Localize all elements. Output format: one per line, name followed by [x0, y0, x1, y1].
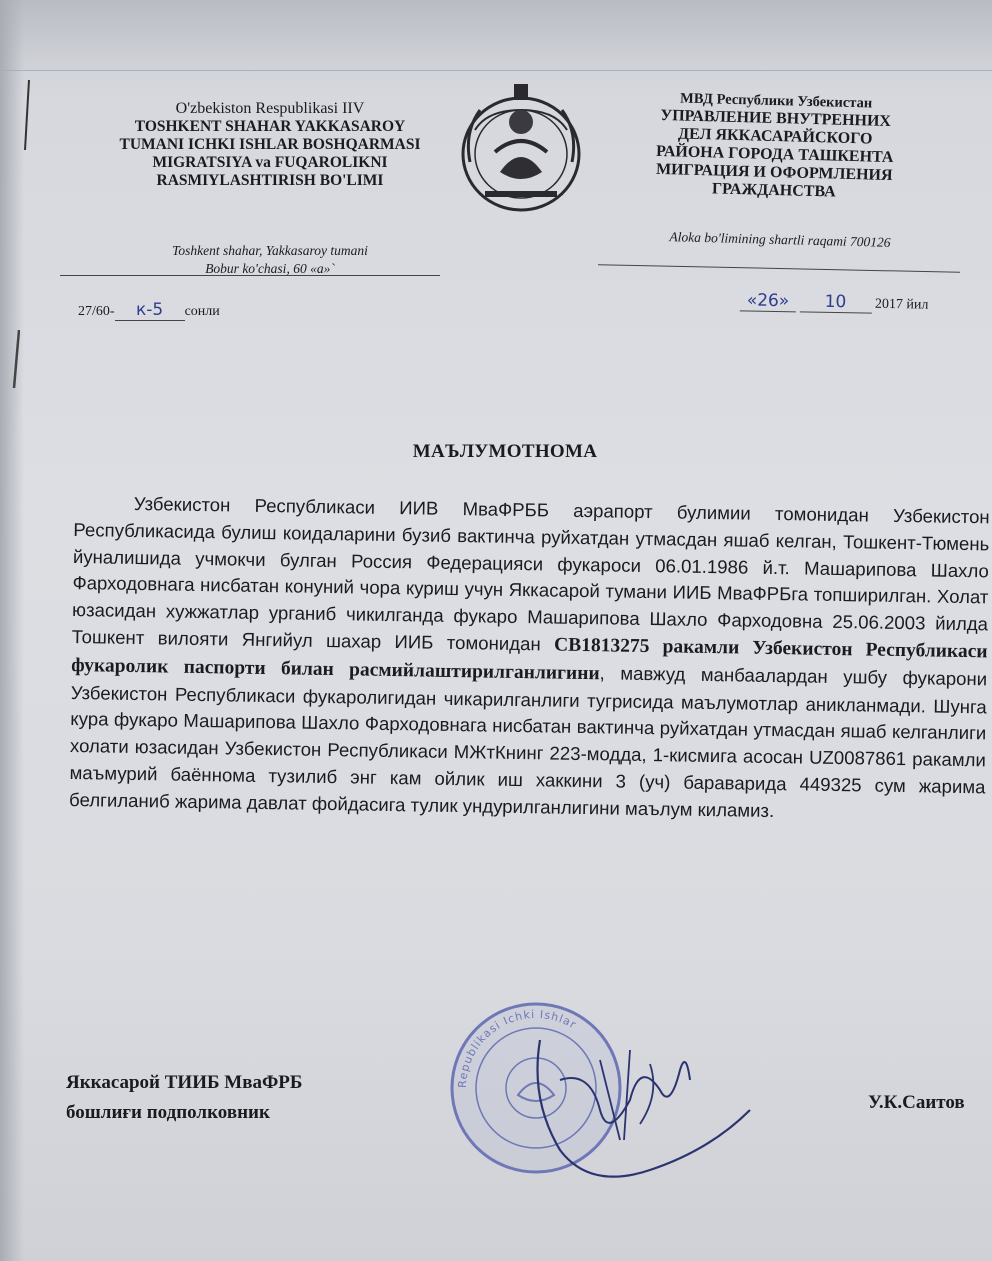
signatory-title: [66, 1068, 302, 1128]
signatory-line: бошлиғи подполковник: [66, 1102, 270, 1123]
body-bold-text: CB1813275 ракамли Узбекистон Республикаси фукаролик паспорти билан расмийлаштирилганлигини: [71, 634, 988, 685]
header-right-line: МИГРАЦИЯ И ОФОРМЛЕНИЯ: [655, 160, 893, 185]
header-right: [609, 88, 942, 205]
divider: [60, 275, 440, 276]
header-right-line: РАЙОНА ГОРОДА ТАШКЕНТА: [655, 142, 894, 167]
signatory-line: Яккасарой ТИИБ МваФРБ: [66, 1072, 303, 1093]
state-emblem-icon: [440, 82, 602, 222]
staple-mark-icon: [12, 330, 20, 390]
address-line: Toshkent shahar, Yakkasaroy tumani: [172, 243, 368, 258]
date-year: 2017 йил: [874, 296, 929, 313]
handwritten-signature-icon: [500, 1020, 760, 1190]
registration-suffix: сонли: [184, 304, 220, 319]
folded-page-edge: [0, 0, 992, 71]
header-left-line: TUMANI ICHKI ISHLAR BOSHQARMASI: [119, 136, 421, 153]
address-left: [90, 242, 450, 278]
date-day: «26»: [740, 290, 796, 312]
body-text: Узбекистон Республикаси ИИВ МваФРББ аэрапорт булимии томонидан Узбекистон Республикасида булиш коидаларини бузиб вактинча руйхатдан утмасдан яшаб келган, Тошкент-Тюмень йуналишида учмокчи булган Россия Федерацияси фукароси 06.01.1986 й.т. Машарипова Шахло Фарходовнага нисбатан конуний чора куриш учун Яккасарой тумани ИИБ МваФРБга топширилган. Холат юзасидан хужжатлар урганиб чикилганда фукаро Машарипова Шахло Фарходовна 25.06.2003 йилда Тошкент вилояти Янгийул шахар ИИБ томонидан: [71, 492, 990, 655]
header-left-line: TOSHKENT SHAHAR YAKKASAROY: [134, 118, 406, 135]
registration-handwritten: к-5: [115, 300, 185, 321]
header-right-line: МВД Республики Узбекистан: [679, 90, 873, 112]
registration-prefix: 27/60-: [78, 304, 115, 319]
stamp-text: Republikasi Ichki Ishlar: [455, 1007, 579, 1089]
header-right-line: ДЕЛ ЯККАСАРАЙСКОГО: [677, 125, 873, 148]
date-month: 10: [799, 291, 871, 313]
address-line: Bobur ko'chasi, 60 «a»`: [205, 261, 335, 276]
document-title: МАЪЛУМОТНОМА: [412, 441, 598, 462]
header-left: [70, 100, 470, 190]
address-right: Aloka bo'limining shartli raqami 700126: [669, 229, 891, 250]
document-date: [740, 290, 929, 314]
registration-number: [78, 300, 220, 321]
header-left-line: RASMIYLASHTIRISH BO'LIMI: [156, 172, 384, 189]
header-right-line: УПРАВЛЕНИЕ ВНУТРЕННИХ: [660, 106, 892, 131]
staple-mark-icon: [24, 80, 30, 150]
header-right-line: ГРАЖДАНСТВА: [711, 180, 836, 201]
body-text: , мавжуд манбаалардан ушбу фукарони Узбекистон Республикаси фукаролигидан чикарилганлиги тугрисида маълумотлар аникланмади. Шунга кура фукаро Машарипова Шахло Фарходовнага нисбатан вактинча руйхатдан утмасдан яшаб келганлиги холати юзасидан Узбекистон Республикаси МЖтКнинг 223-модда, 1-кисмига асосан UZ0087861 ракамли маъмурий баённома тузилиб энг кам ойлик иш хаккини 3 (уч) бараварида 449325 сум жарима белгиланиб жарима давлат фойдасига тулик ундурилганлигини маълум киламиз.: [68, 662, 988, 821]
document-body: [69, 490, 990, 828]
header-left-line: MIGRATSIYA va FUQAROLIKNI: [152, 154, 388, 171]
header-left-line: O'zbekiston Respublikasi IIV: [175, 100, 365, 117]
divider: [598, 264, 960, 273]
page-shadow: [0, 0, 24, 1261]
signatory-name: У.К.Саитов: [868, 1092, 965, 1113]
